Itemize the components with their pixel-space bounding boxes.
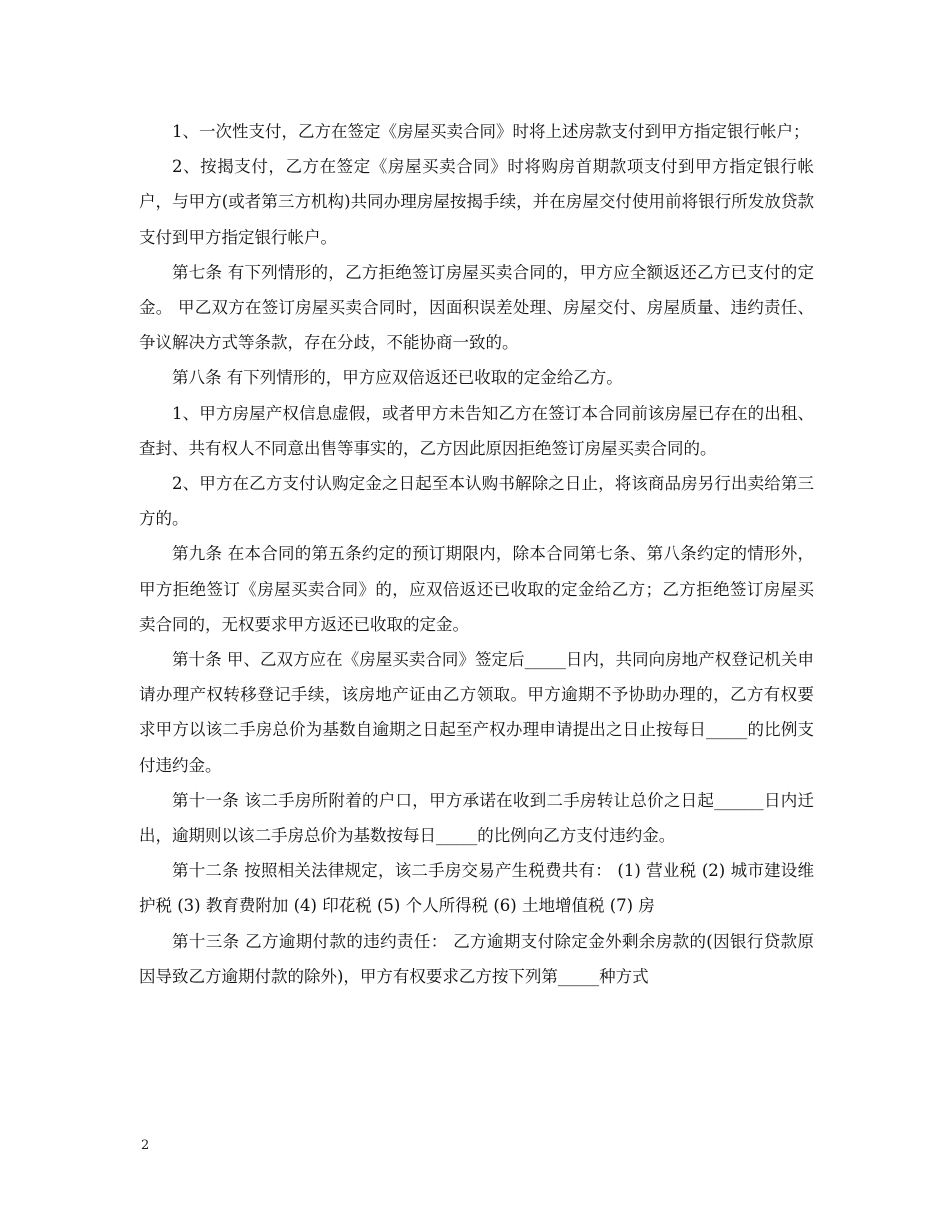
paragraph-payment-lump-sum: 1、一次性支付，乙方在签定《房屋买卖合同》时将上述房款支付到甲方指定银行帐户； [172, 122, 810, 141]
paragraph-article-10: 第十条 甲、乙双方应在《房屋买卖合同》签定后_____日内，共同向房地产权登记机关申请办理产权转移登记手续，该房地产证由乙方领取。甲方逾期不予协助办理的，乙方有权要求甲方以该二手房总价为基数自逾期之日起至产权办理申请提出之日止按每日_____的比例支付违约金。 [139, 650, 814, 775]
paragraph-payment-mortgage: 2、按揭支付，乙方在签定《房屋买卖合同》时将购房首期款项支付到甲方指定银行帐户，与甲方(或者第三方机构)共同办理房屋按揭手续，并在房屋交付使用前将银行所发放贷款支付到甲方指定银行帐户。 [139, 157, 814, 247]
paragraph-article-8: 第八条 有下列情形的，甲方应双倍返还已收取的定金给乙方。 [172, 368, 623, 388]
page-number: 2 [141, 1138, 150, 1153]
document-body [139, 114, 814, 994]
paragraph-article-11: 第十一条 该二手房所附着的户口，甲方承诺在收到二手房转让总价之日起______日内迁出，逾期则以该二手房总价为基数按每日_____的比例向乙方支付违约金。 [139, 790, 814, 846]
paragraph-article-8-item-1: 1、甲方房屋产权信息虚假，或者甲方未告知乙方在签订本合同前该房屋已存在的出租、查封、共有权人不同意出售等事实的，乙方因此原因拒绝签订房屋买卖合同的。 [139, 403, 814, 458]
paragraph-article-13: 第十三条 乙方逾期付款的违约责任： 乙方逾期支付除定金外剩余房款的(因银行贷款原因导致乙方逾期付款的除外)，甲方有权要求乙方按下列第_____种方式 [139, 931, 814, 986]
paragraph-article-7: 第七条 有下列情形的，乙方拒绝签订房屋买卖合同的，甲方应全额返还乙方已支付的定金。 甲乙双方在签订房屋买卖合同时，因面积误差处理、房屋交付、房屋质量、违约责任、争议解决方式等条款，存在分歧，不能协商一致的。 [139, 262, 814, 353]
paragraph-article-12: 第十二条 按照相关法律规定，该二手房交易产生税费共有： (1) 营业税 (2) 城市建设维护税 (3) 教育费附加 (4) 印花税 (5) 个人所得税 (6) 土地增值税 (7) 房 [139, 861, 814, 916]
paragraph-article-9: 第九条 在本合同的第五条约定的预订期限内，除本合同第七条、第八条约定的情形外，甲方拒绝签订《房屋买卖合同》的，应双倍返还已收取的定金给乙方；乙方拒绝签订房屋买卖合同的，无权要求甲方返还已收取的定金。 [139, 544, 814, 634]
paragraph-article-8-item-2: 2、甲方在乙方支付认购定金之日起至本认购书解除之日止，将该商品房另行出卖给第三方的。 [139, 474, 814, 529]
